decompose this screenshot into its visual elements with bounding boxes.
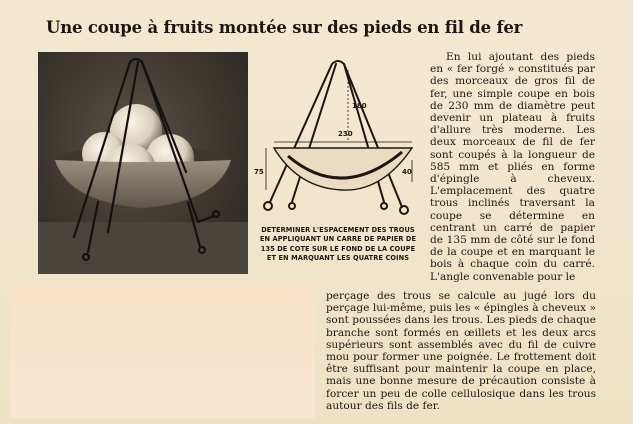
- dim-right-label: 40: [402, 168, 412, 176]
- diagram-caption: DETERMINER L'ESPACEMENT DES TROUS EN APPLIQUANT UN CARRE DE PAPIER DE 135 DE COTE SUR LE FOND DE LA COUPE ET EN MARQUANT LES QUATRE COINS: [259, 226, 417, 263]
- dim-height-label: 180: [352, 102, 367, 110]
- article-headline: Une coupe à fruits montée sur des pieds en fil de fer: [46, 18, 523, 37]
- article-body-column: En lui ajoutant des pieds en « fer forgé » constitués par des morceaux de gros fil de fer, une simple coupe en bois de 230 mm de diamètre peut devenir un plateau à fruits d'allure très moderne. Les deux morceaux de fil de fer sont coupés à la longueur de 585 mm et pliés en forme d'épingle à cheveux. L'emplacement des quatre trous inclinés traversant la coupe se détermine en centrant un carré de papier de 135 mm de côté sur le fond de la coupe et en marquant le bois à chaque coin du carré. L'angle convenable pour le: [430, 51, 595, 283]
- bowl-diagram: [252, 52, 424, 224]
- article-body-bottom: perçage des trous se calcule au jugé lors du perçage lui-même, puis les « épingles à cheveux » sont poussées dans les trous. Les pieds de chaque branche sont formés en œillets et les deux arcs supérieurs sont assemblés avec du fil de cuivre mou pour former une poignée. Le frottement doit être suffisant pour maintenir la coupe en place, mais une bonne mesure de précaution consiste à forcer un peu de colle cellulosique dans les trous autour des fils de fer.: [326, 290, 596, 412]
- dim-left-label: 75: [254, 168, 264, 176]
- blank-area: [10, 283, 315, 418]
- dim-width-label: 230: [338, 130, 353, 138]
- fruit-bowl-photo: [38, 52, 248, 274]
